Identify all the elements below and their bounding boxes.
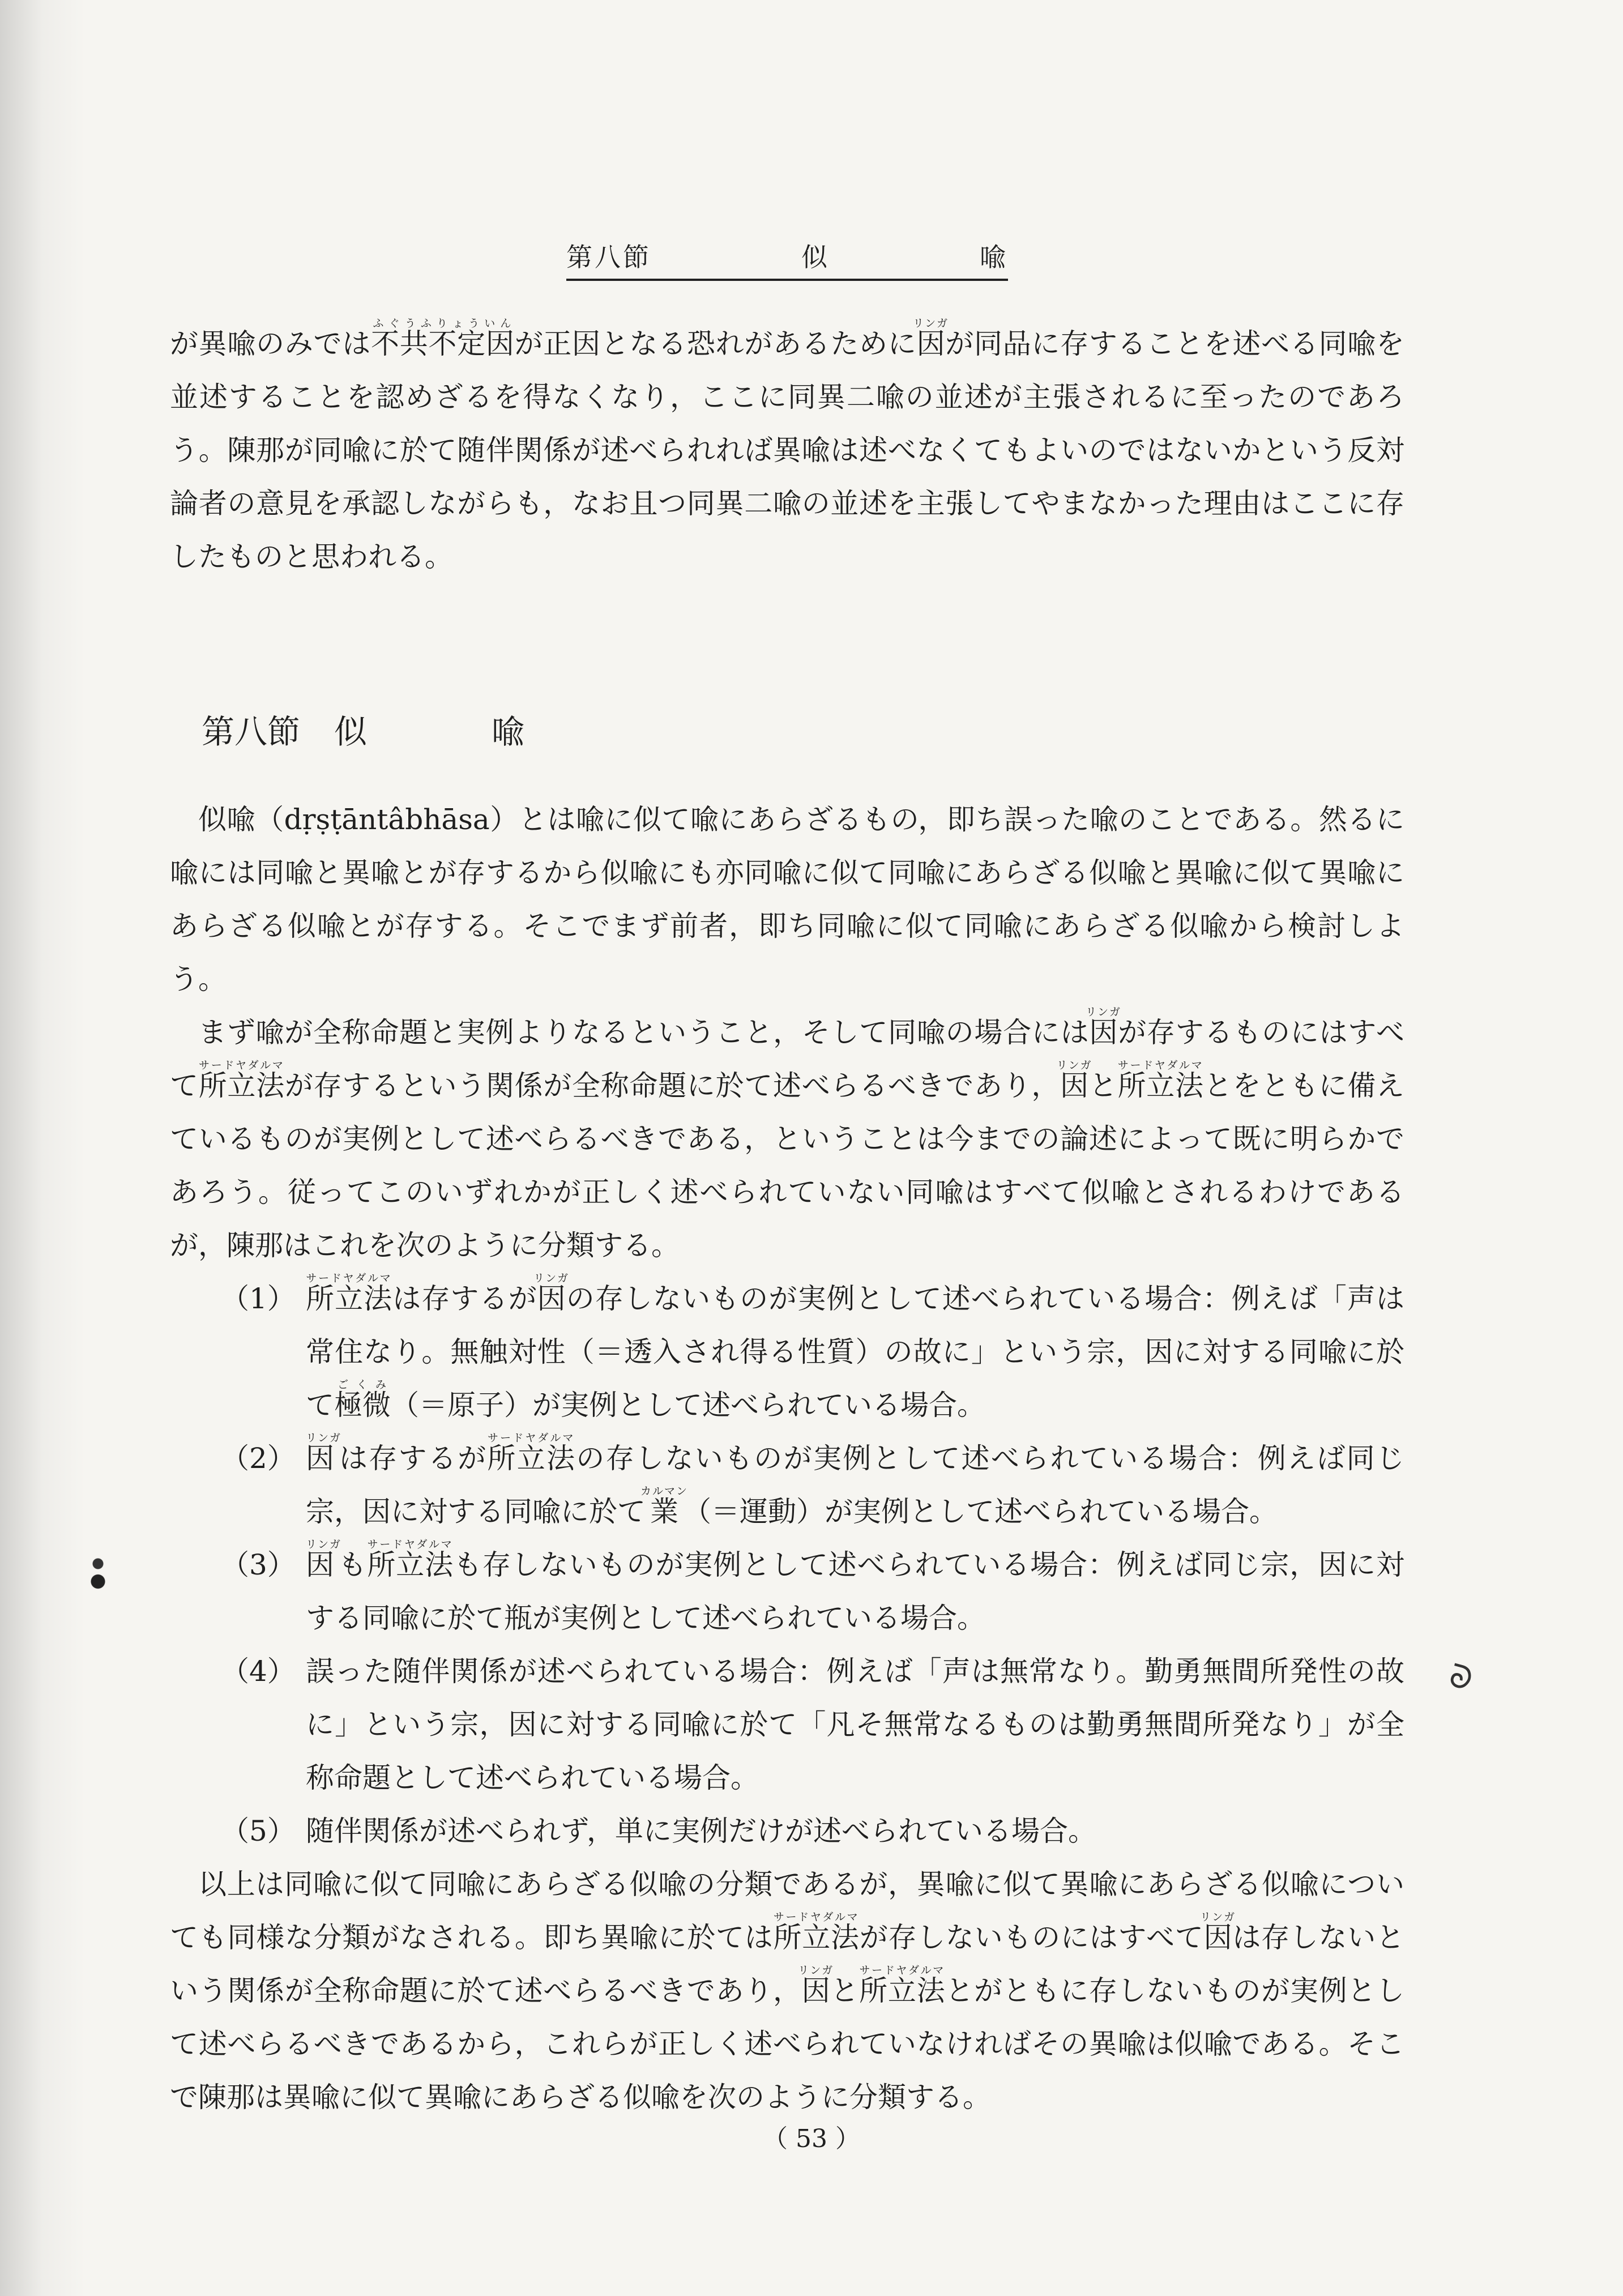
ruby-term bbox=[798, 1964, 834, 2007]
ruby-base-text: 所立法 bbox=[487, 1442, 576, 1475]
ruby-reading: リンガ bbox=[1056, 1059, 1092, 1072]
ruby-reading: リンガ bbox=[533, 1272, 570, 1284]
ruby-term bbox=[640, 1485, 689, 1528]
text-run: の存しないものが実例として述べられている場合：例えば「声は常住なり。無触対性（＝透入され得る性質）の故に」という宗，因に対する同喩に於て bbox=[306, 1282, 1404, 1422]
ruby-term bbox=[367, 1538, 454, 1581]
list-item-body bbox=[306, 1432, 1404, 1538]
text-run: 以上は同喩に似て同喩にあらざる似喩の分類であるが，異喩に似て異喩にあらざる似喩についても同様な分類がなされる。即ち異喩に於ては bbox=[170, 1868, 1404, 1954]
ruby-base-text: 因 bbox=[1056, 1069, 1092, 1102]
ruby-base-text: 所立法 bbox=[306, 1282, 393, 1315]
text-run: が同品に存することを述べる同喩を並述することを認めざるを得なくなり，ここに同異二喩の並述が主張されるに至ったのであろう。陳那が同喩に於て随伴関係が述べられれば異喩は述べなくてもよいのではないかという反対論者の意見を承認しながらも，なお且つ同異二喩の並述を主張してやまなかった理由はここに存したものと思われる。 bbox=[170, 327, 1405, 573]
ruby-term bbox=[334, 1379, 391, 1422]
ruby-reading: リンガ bbox=[1085, 1006, 1121, 1018]
text-run: が異喩のみでは bbox=[170, 327, 371, 360]
text-run: が存するという関係が全称命題に於て述べらるべきであり， bbox=[284, 1069, 1061, 1102]
ruby-reading: サードヤダルマ bbox=[773, 1911, 859, 1923]
ruby-reading: リンガ bbox=[798, 1964, 834, 1977]
list-item-number: （5） bbox=[221, 1815, 296, 1847]
ruby-reading: リンガ bbox=[306, 1538, 342, 1551]
ruby-base-text: 因 bbox=[798, 1974, 834, 2007]
ruby-base-text: 不共不定因 bbox=[371, 327, 515, 360]
ruby-reading: ごくみ bbox=[334, 1379, 391, 1391]
running-head-part2: 似 bbox=[801, 242, 830, 272]
paragraph-final bbox=[170, 1858, 1404, 2124]
text-run: と bbox=[830, 1974, 860, 2007]
text-run: （＝原子）が実例として述べられている場合。 bbox=[391, 1389, 985, 1422]
ruby-term bbox=[306, 1538, 342, 1581]
text-run: 随伴関係が述べられず，単に実例だけが述べられている場合。 bbox=[306, 1815, 1096, 1847]
text-run: も存しないものが実例として述べられている場合：例えば同じ宗，因に対する同喩に於て瓶が実例として述べられている場合。 bbox=[306, 1548, 1404, 1634]
ruby-base-text: 因 bbox=[306, 1442, 341, 1475]
ruby-base-text: 所立法 bbox=[859, 1974, 946, 2007]
ruby-base-text: 極微 bbox=[334, 1389, 391, 1422]
ruby-reading: サードヤダルマ bbox=[1117, 1059, 1204, 1072]
section-heading bbox=[202, 705, 649, 753]
list-item bbox=[170, 1538, 1404, 1645]
ruby-base-text: 因 bbox=[913, 327, 949, 360]
classification-list bbox=[170, 1272, 1404, 1858]
top-paragraph-block bbox=[170, 317, 1404, 583]
ruby-reading: リンガ bbox=[306, 1432, 342, 1444]
text-run: が存しないものにはすべて bbox=[859, 1921, 1204, 1954]
ruby-term bbox=[773, 1911, 860, 1954]
section-heading-title: 似喩 bbox=[334, 712, 650, 751]
ruby-reading: サードヤダルマ bbox=[487, 1432, 575, 1444]
running-head-part1: 第八節 bbox=[566, 242, 651, 272]
list-item-number: （4） bbox=[221, 1655, 296, 1688]
running-head-part3: 喩 bbox=[980, 242, 1008, 272]
list-item-body bbox=[306, 1645, 1404, 1804]
ruby-base-text: 所立法 bbox=[198, 1069, 285, 1102]
ink-blot-mark bbox=[91, 1552, 105, 1591]
text-run: も bbox=[338, 1548, 368, 1581]
main-body-block bbox=[170, 793, 1404, 2124]
ruby-term bbox=[371, 317, 515, 360]
ruby-base-text: 因 bbox=[306, 1548, 341, 1581]
ruby-base-text: 所立法 bbox=[367, 1548, 454, 1581]
text-run: まず喩が全称命題と実例よりなるということ，そして同喩の場合には bbox=[198, 1016, 1090, 1049]
ruby-reading: リンガ bbox=[1200, 1911, 1236, 1923]
ruby-reading: サードヤダルマ bbox=[306, 1272, 392, 1284]
ruby-base-text: 因 bbox=[1085, 1016, 1121, 1049]
ruby-reading: ふぐうふりょういん bbox=[371, 317, 514, 330]
ruby-reading: サードヤダルマ bbox=[367, 1538, 454, 1551]
ruby-reading: リンガ bbox=[913, 317, 949, 330]
ruby-base-text: 所立法 bbox=[773, 1921, 860, 1954]
ruby-term bbox=[1085, 1006, 1121, 1049]
ruby-base-text: 因 bbox=[533, 1282, 570, 1315]
text-run: 誤った随伴関係が述べられている場合：例えば「声は無常なり。勤勇無間所発性の故に」という宗，因に対する同喩に於て「凡そ無常なるものは勤勇無間所発なり」が全称命題として述べられている場合。 bbox=[306, 1655, 1404, 1794]
running-head bbox=[566, 237, 1008, 281]
section-heading-label: 第八節 bbox=[202, 712, 301, 751]
ruby-term bbox=[306, 1432, 342, 1475]
text-run: と bbox=[1088, 1069, 1118, 1102]
ruby-base-text: 業 bbox=[640, 1495, 688, 1528]
ruby-term bbox=[533, 1272, 570, 1315]
margin-pencil-mark: ᘐ bbox=[1445, 1657, 1477, 1699]
text-run: （＝運動）が実例として述べられている場合。 bbox=[683, 1495, 1278, 1528]
paragraph-second bbox=[170, 1006, 1404, 1272]
ruby-base-text: 所立法 bbox=[1117, 1069, 1204, 1102]
list-item bbox=[170, 1645, 1404, 1804]
text-run: が存するものにはすべて bbox=[170, 1016, 1404, 1102]
list-item-number: （1） bbox=[221, 1282, 296, 1315]
text-run: の存しないものが実例として述べられている場合：例えば同じ宗，因に対する同喩に於て bbox=[306, 1442, 1405, 1528]
text-run: が正因となる恐れがあるために bbox=[514, 327, 917, 360]
list-item bbox=[170, 1272, 1404, 1432]
ruby-term bbox=[1200, 1911, 1236, 1954]
ruby-base-text: 因 bbox=[1200, 1921, 1236, 1954]
ruby-term bbox=[913, 317, 949, 360]
list-item-body bbox=[306, 1272, 1404, 1432]
ruby-term bbox=[1056, 1059, 1092, 1102]
text-run: とをともに備えているものが実例として述べらるべきである，ということは今までの論述によって既に明らかであろう。従ってこのいずれかが正しく述べられていない同喩はすべて似喩とされるわけであるが，陳那はこれを次のように分類する。 bbox=[170, 1069, 1405, 1262]
ruby-term bbox=[487, 1432, 576, 1475]
list-item-number: （2） bbox=[221, 1442, 296, 1475]
list-item bbox=[170, 1804, 1404, 1858]
ruby-term bbox=[198, 1059, 285, 1102]
ruby-reading: サードヤダルマ bbox=[198, 1059, 285, 1072]
ruby-reading: サードヤダルマ bbox=[859, 1964, 945, 1977]
ruby-term bbox=[306, 1272, 393, 1315]
list-item-body bbox=[306, 1538, 1404, 1645]
text-run: とがともに存しないものが実例として述べらるべきであるから，これらが正しく述べられていなければその異喩は似喩である。そこで陳那は異喩に似て異喩にあらざる似喩を次のように分類する。 bbox=[170, 1974, 1405, 2114]
paragraph-top bbox=[170, 317, 1404, 583]
text-run: は存しないという関係が全称命題に於て述べらるべきであり， bbox=[170, 1921, 1405, 2007]
page-number: （ 53 ） bbox=[763, 2124, 860, 2153]
ruby-reading: カルマン bbox=[640, 1485, 689, 1497]
list-item bbox=[170, 1432, 1404, 1538]
text-run: は存するが bbox=[338, 1442, 488, 1475]
text-run: は存するが bbox=[392, 1282, 537, 1315]
ruby-term bbox=[859, 1964, 946, 2007]
list-item-body bbox=[306, 1804, 1404, 1858]
paragraph-intro: 似喩（dṛṣṭāntâbhāsa）とは喩に似て喩にあらざるもの，即ち誤った喩のことである。然るに喩には同喩と異喩とが存するから似喩にも亦同喩に似て同喩にあらざる似喩と異喩に似て異喩にあらざる似喩とが存する。そこでまず前者，即ち同喩に似て同喩にあらざる似喩から検討しよう。 bbox=[170, 803, 1404, 996]
scan-shadow-edge bbox=[0, 0, 85, 2296]
ruby-term bbox=[1117, 1059, 1204, 1102]
list-item-number: （3） bbox=[221, 1548, 296, 1581]
